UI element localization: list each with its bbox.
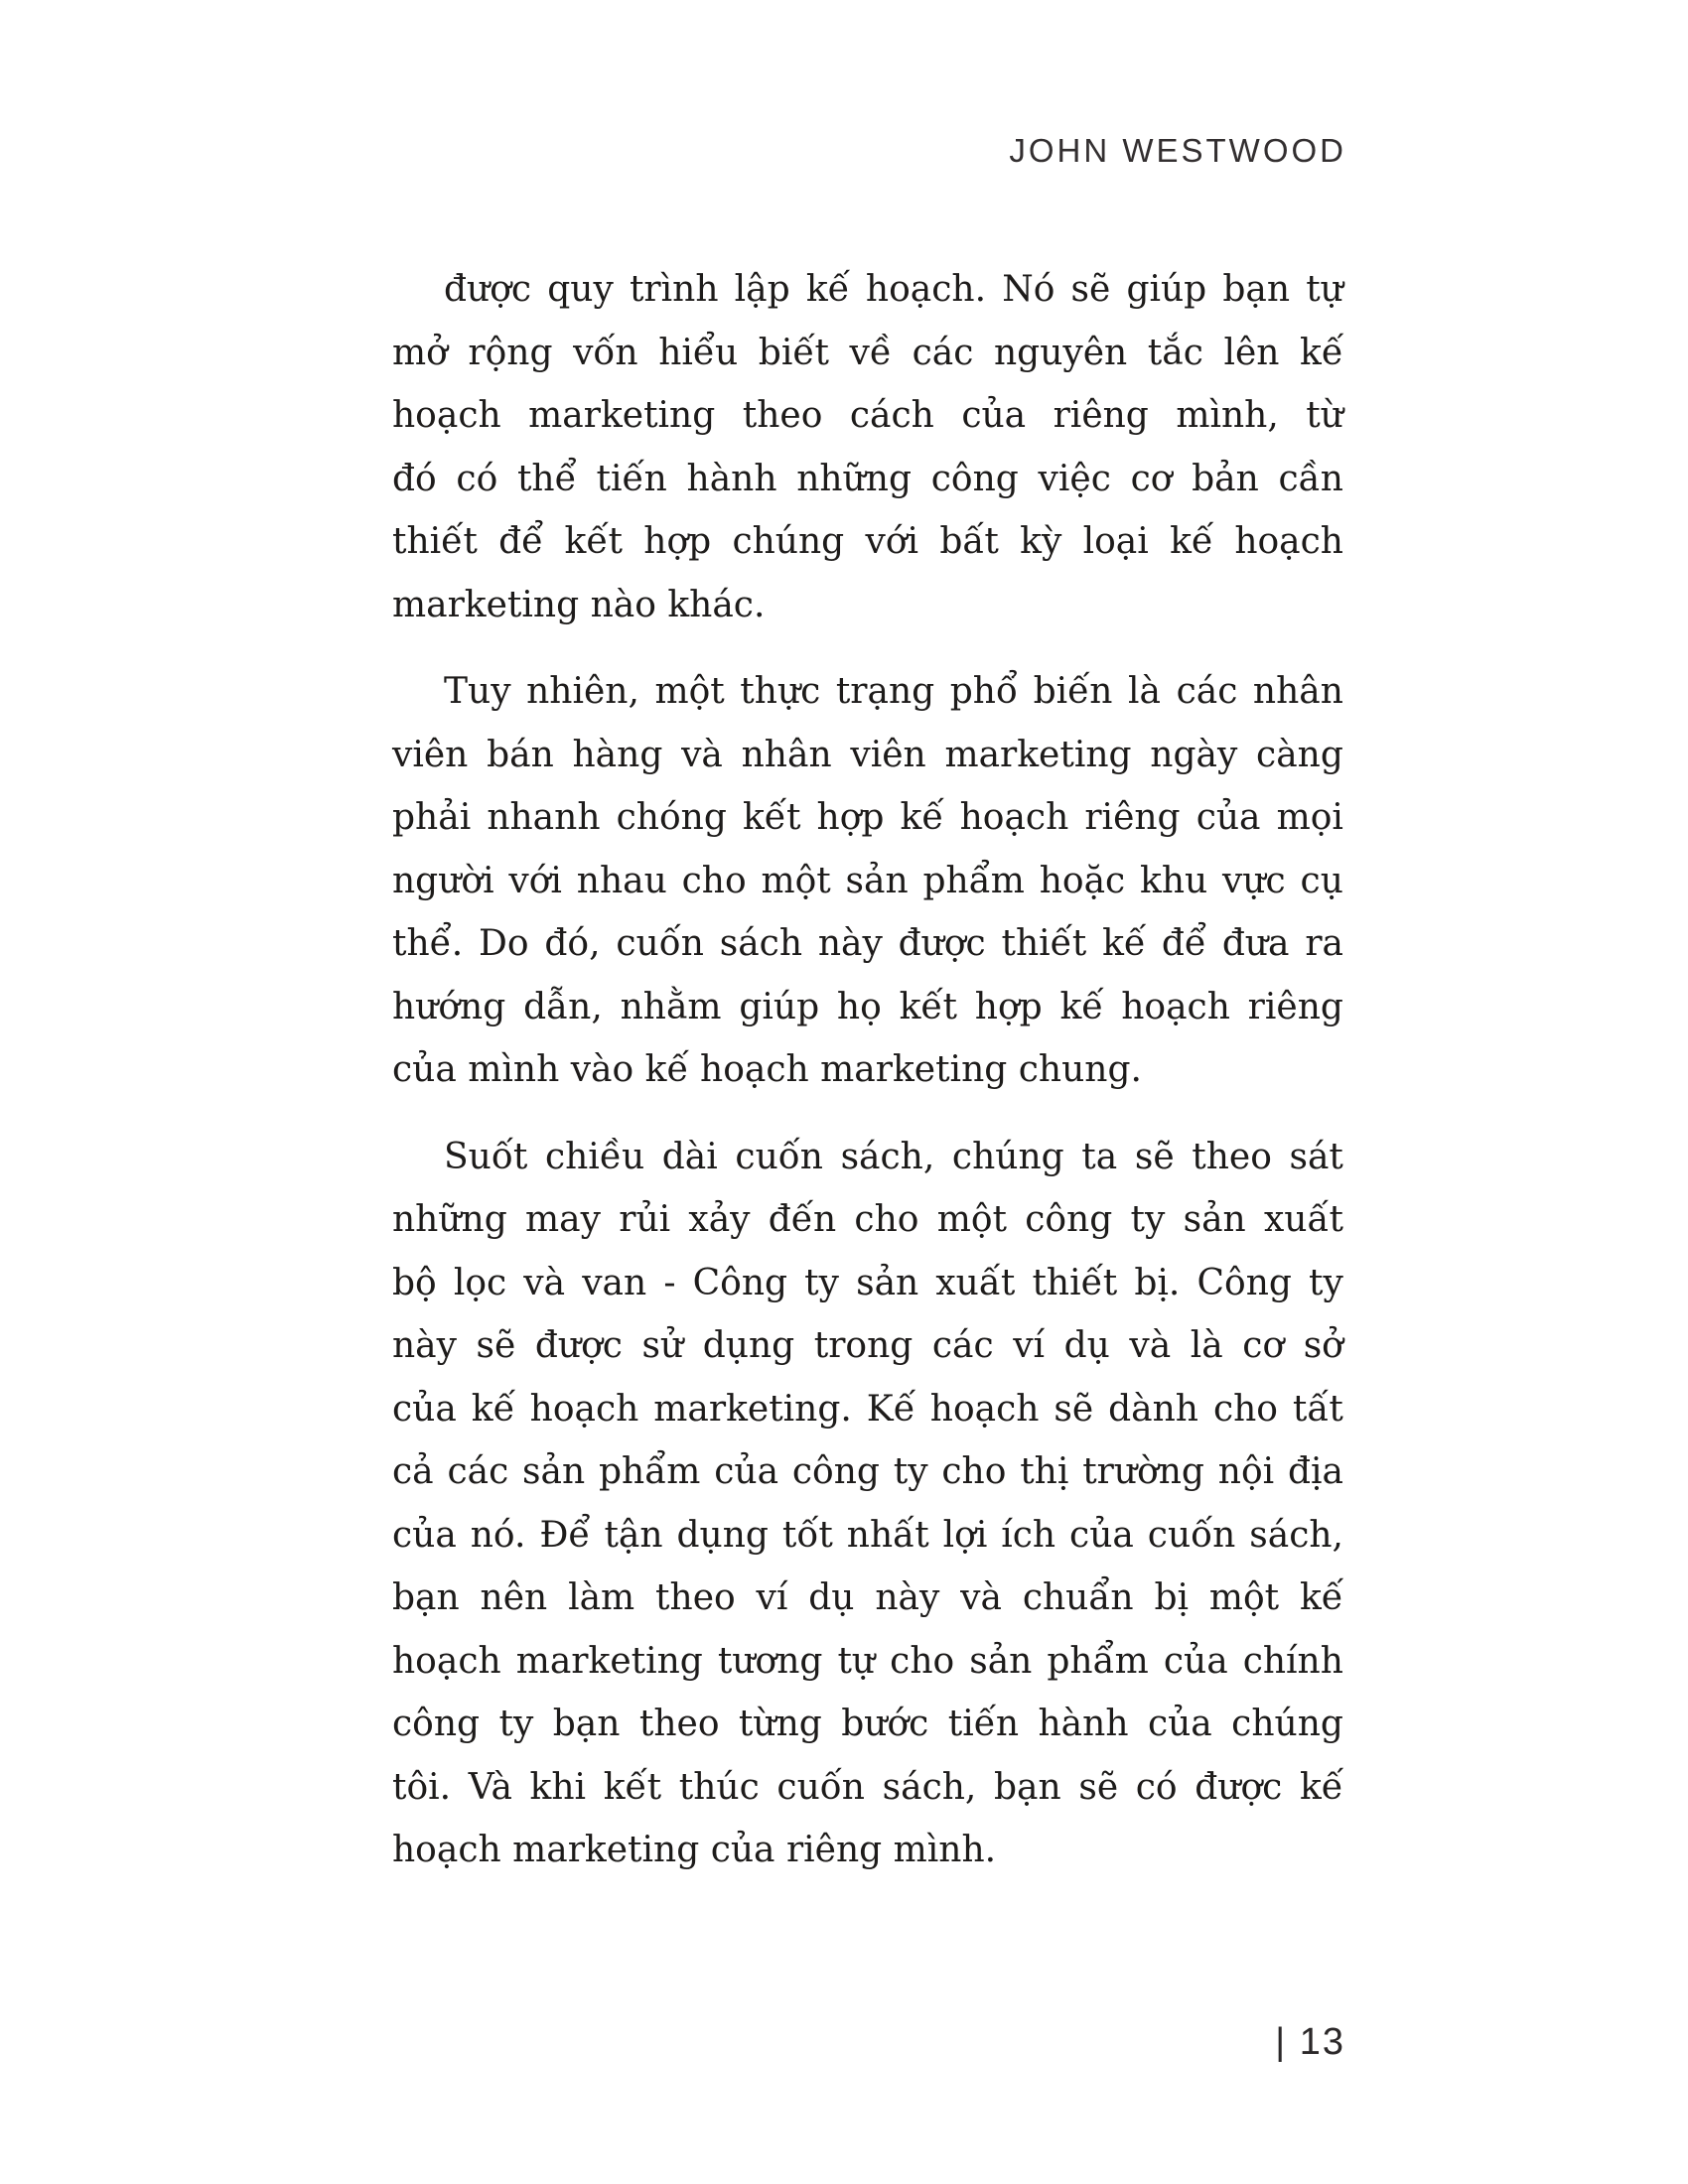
text-line: Tuy nhiên, một thực trạng phổ biến là các nhân bbox=[444, 671, 1343, 712]
paragraph bbox=[392, 660, 1343, 1102]
text-line: thể. Do đó, cuốn sách này được thiết kế để đưa ra bbox=[392, 923, 1343, 964]
text-line: đó có thể tiến hành những công việc cơ bản cần bbox=[392, 458, 1343, 499]
text-line: hoạch marketing theo cách của riêng mình, từ bbox=[392, 395, 1343, 436]
text-line: người với nhau cho một sản phẩm hoặc khu vực cụ bbox=[392, 860, 1343, 901]
paragraph bbox=[392, 258, 1343, 636]
text-line: phải nhanh chóng kết hợp kế hoạch riêng của mọi bbox=[392, 797, 1343, 838]
text-line: Suốt chiều dài cuốn sách, chúng ta sẽ theo sát bbox=[444, 1136, 1343, 1177]
text-line: hoạch marketing của riêng mình. bbox=[392, 1830, 997, 1870]
text-line: hoạch marketing tương tự cho sản phẩm của chính bbox=[392, 1640, 1343, 1682]
text-line: marketing nào khác. bbox=[392, 584, 766, 625]
text-line: hướng dẫn, nhằm giúp họ kết hợp kế hoạch riêng bbox=[392, 986, 1343, 1027]
text-line: bộ lọc và van - Công ty sản xuất thiết bị. Công ty bbox=[392, 1262, 1343, 1303]
text-line: bạn nên làm theo ví dụ này và chuẩn bị một kế bbox=[392, 1577, 1343, 1618]
text-line: của mình vào kế hoạch marketing chung. bbox=[392, 1049, 1142, 1090]
running-header: JOHN WESTWOOD bbox=[1009, 132, 1346, 169]
text-line: viên bán hàng và nhân viên marketing ngày càng bbox=[392, 734, 1343, 775]
page-number: | 13 bbox=[1275, 2021, 1345, 2063]
text-line: công ty bạn theo từng bước tiến hành của chúng bbox=[392, 1704, 1343, 1744]
text-line: tôi. Và khi kết thúc cuốn sách, bạn sẽ có được kế bbox=[392, 1766, 1343, 1808]
text-line: của nó. Để tận dụng tốt nhất lợi ích của cuốn sách, bbox=[392, 1514, 1343, 1556]
text-line: thiết để kết hợp chúng với bất kỳ loại kế hoạch bbox=[392, 521, 1343, 562]
text-line: những may rủi xảy đến cho một công ty sản xuất bbox=[392, 1199, 1343, 1240]
text-line: này sẽ được sử dụng trong các ví dụ và là cơ sở bbox=[392, 1325, 1343, 1366]
text-line: của kế hoạch marketing. Kế hoạch sẽ dành cho tất bbox=[392, 1388, 1343, 1430]
text-line: mở rộng vốn hiểu biết về các nguyên tắc lên kế bbox=[392, 332, 1343, 373]
text-line: được quy trình lập kế hoạch. Nó sẽ giúp bạn tự bbox=[444, 269, 1343, 310]
paragraph bbox=[392, 1126, 1343, 1882]
text-line: cả các sản phẩm của công ty cho thị trường nội địa bbox=[392, 1451, 1343, 1492]
text-block bbox=[392, 258, 1343, 1882]
